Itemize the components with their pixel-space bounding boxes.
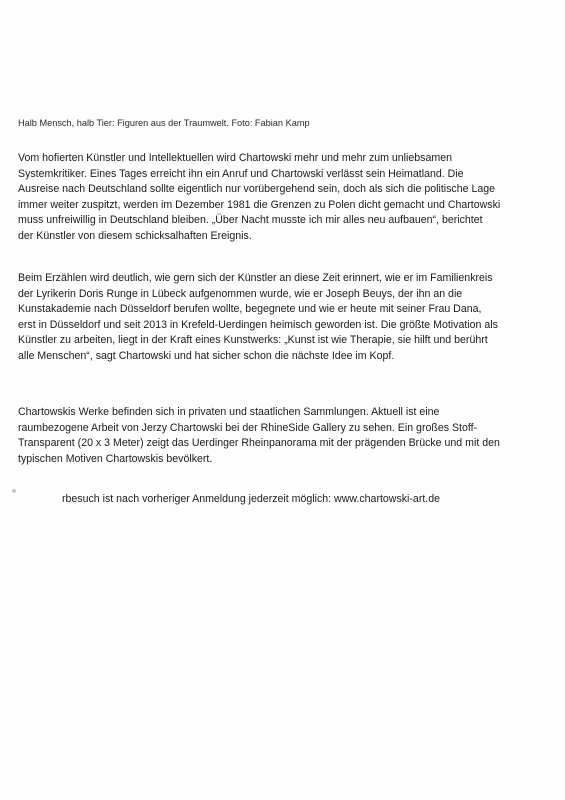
scan-speck <box>12 489 16 493</box>
text-line: Ausreise nach Deutschland sollte eigentlich nur vorübergehend sein, doch als sich die politische Lage <box>18 183 496 196</box>
text-line: Transparent (20 x 3 Meter) zeigt das Uerdinger Rheinpanorama mit der prägenden Brücke und mit den <box>18 437 500 450</box>
text-line: Künstler zu arbeiten, liegt in der Kraft eines Kunstwerks: „Kunst ist wie Therapie, sie hilft und berührt <box>18 334 488 347</box>
text-line: alle Menschen“, sagt Chartowski und hat sicher schon die nächste Idee im Kopf. <box>18 349 395 362</box>
text-line: Systemkritiker. Eines Tages erreicht ihn ein Anruf und Chartowski verlässt sein Heimatland. Die <box>18 167 464 180</box>
text-line: Beim Erzählen wird deutlich, wie gern sich der Künstler an diese Zeit erinnert, wie er im Familienkreis <box>18 272 493 284</box>
text-line: Kunstakademie nach Düsseldorf berufen wollte, begegnete und wie er heute mit seiner Frau Dana, <box>18 303 482 316</box>
text-line: muss unfreiwillig in Deutschland bleiben. „Über Nacht musste ich mir alles neu aufbauen“, berichtet <box>18 214 483 227</box>
text-line: Vom hofierten Künstler und Intellektuellen wird Chartowski mehr und mehr zum unliebsamen <box>18 152 452 164</box>
text-line: Chartowskis Werke befinden sich in privaten und staatlichen Sammlungen. Aktuell ist eine <box>18 406 440 418</box>
text-line: raumbezogene Arbeit von Jerzy Chartowski bei der RhineSide Gallery zu sehen. Ein großes Stoff- <box>18 421 478 434</box>
paragraph-1 <box>18 151 546 245</box>
paragraph-2 <box>18 271 546 365</box>
paragraph-3 <box>18 405 546 467</box>
text-line: typischen Motiven Chartowskis bevölkert. <box>18 452 213 465</box>
text-line: der Lyrikerin Doris Runge in Lübeck aufgenommen wurde, wie er Joseph Beuys, der ihn an die <box>18 287 463 300</box>
text-line: der Künstler von diesem schicksalhaften Ereignis. <box>18 229 252 242</box>
text-line: erst in Düsseldorf und seit 2013 in Krefeld-Uerdingen heimisch geworden ist. Die größte Motivation als <box>18 318 498 331</box>
photo-caption: Halb Mensch, halb Tier: Figuren aus der Traumwelt. Foto: Fabian Kamp <box>18 118 310 128</box>
text-line: immer weiter zuspitzt, werden im Dezember 1981 die Grenzen zu Polen dicht gemacht und Chartowski <box>18 198 501 211</box>
visit-note: rbesuch ist nach vorheriger Anmeldung jederzeit möglich: www.chartowski-art.de <box>62 493 441 505</box>
